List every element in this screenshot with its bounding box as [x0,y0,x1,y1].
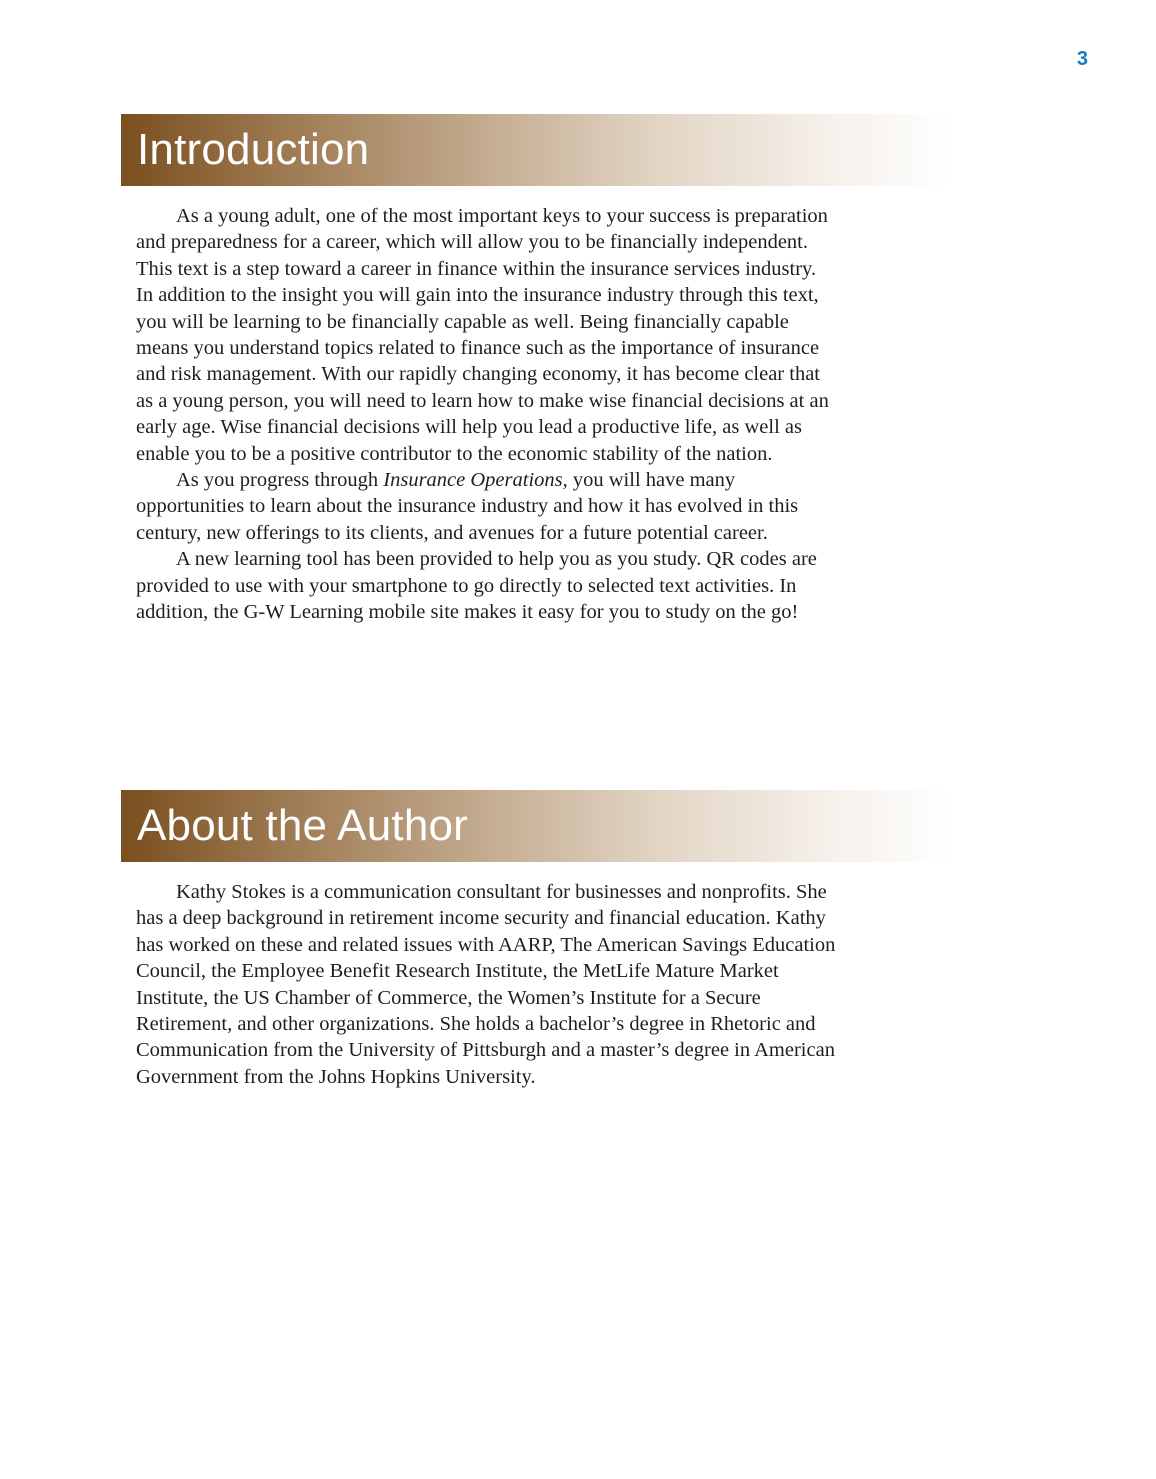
about-author-body [136,879,836,1090]
book-title: Insurance Operations, [383,469,568,492]
page-number: 3 [1076,48,1088,70]
introduction-body [136,203,836,626]
introduction-paragraph-2 [136,467,836,546]
about-author-banner [121,790,951,862]
introduction-paragraph-2-end: you will have many opportunities to learn about the insurance industry and how it has evolved in this century, new offerings to its clients, and avenues for a future potential career. [136,469,799,544]
introduction-banner [121,114,951,186]
introduction-paragraph-1: As a young adult, one of the most important keys to your success is preparation and preparedness for a career, which will allow you to be financially independent. This text is a step toward a career in finance within the insurance services industry. In addition to the insight you will gain into the insurance industry through this text, you will be learning to be financially capable as well. Being financially capable means you understand topics related to finance such as the importance of insurance and risk management. With our rapidly changing economy, it has become clear that as a young person, you will need to learn how to make wise financial decisions at an early age. Wise financial decisions will help you lead a productive life, as well as enable you to be a positive contributor to the economic stability of the nation. [136,205,829,465]
introduction-heading: Introduction [137,125,370,174]
about-author-heading: About the Author [137,801,469,850]
about-author-paragraph: Kathy Stokes is a communication consultant for businesses and nonprofits. She has a deep background in retirement income security and financial education. Kathy has worked on these and related issues with AARP, The American Savings Education Council, the Employee Benefit Research Institute, the MetLife Mature Market Institute, the US Chamber of Commerce, the Women’s Institute for a Secure Retirement, and other organizations. She holds a bachelor’s degree in Rhetoric and Communication from the University of Pittsburgh and a master’s degree in American Government from the Johns Hopkins University. [136,881,836,1088]
introduction-paragraph-2-start: As you progress through [176,469,384,492]
introduction-paragraph-3: A new learning tool has been provided to help you as you study. QR codes are provided to use with your smartphone to go directly to selected text activities. In addition, the G-W Learning mobile site makes it easy for you to study on the go! [136,548,817,624]
